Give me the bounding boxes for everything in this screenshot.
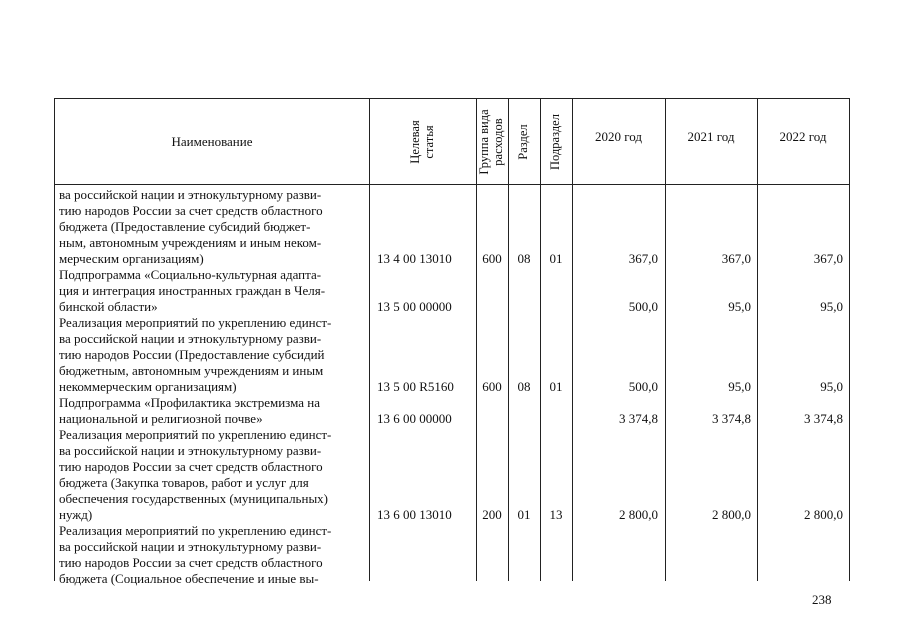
column-divider — [369, 99, 370, 581]
budget-table — [54, 98, 850, 586]
row-value-2022: 95,0 — [820, 379, 843, 394]
row-value-2020: 367,0 — [628, 251, 658, 266]
header-2022: 2022 год — [779, 129, 827, 144]
row-value-2021: 367,0 — [721, 251, 751, 266]
row-value-2021: 95,0 — [728, 379, 751, 394]
row-value-2021: 2 800,0 — [712, 507, 751, 522]
row-section: 01 — [517, 507, 531, 522]
row-name: Реализация мероприятий по укреплению единст- ва российской нации и этнокультурному разви- тию народов России (Предоставление субсидий бюджетным, автономным учреждениям и иным некоммерческим организациям) — [59, 315, 332, 394]
row-section: 08 — [517, 379, 531, 394]
row-value-2022: 95,0 — [820, 299, 843, 314]
row-subsection: 13 — [549, 507, 563, 522]
row-code: 13 5 00 R5160 — [377, 379, 454, 394]
header-divider — [55, 184, 849, 185]
column-divider — [665, 99, 666, 581]
row-value-2020: 3 374,8 — [619, 411, 658, 426]
row-value-2021: 95,0 — [728, 299, 751, 314]
column-divider — [508, 99, 509, 581]
row-name: ва российской нации и этнокультурному разви- тию народов России за счет средств областного бюджета (Предоставление субсидий бюджет- ным, автономным учреждениям и иным неком- мерческим организациям) — [59, 187, 323, 266]
row-section: 08 — [517, 251, 531, 266]
row-value-2022: 2 800,0 — [804, 507, 843, 522]
header-name: Наименование — [171, 134, 253, 149]
row-code: 13 6 00 13010 — [377, 507, 452, 522]
row-group: 200 — [482, 507, 502, 522]
header-expense-group: Группа вида расходов — [477, 109, 505, 175]
row-value-2022: 3 374,8 — [804, 411, 843, 426]
row-code: 13 6 00 00000 — [377, 411, 452, 426]
header-subsection: Подраздел — [548, 114, 562, 170]
row-value-2020: 500,0 — [628, 299, 658, 314]
row-subsection: 01 — [549, 379, 563, 394]
header-target-article: Целевая статья — [408, 120, 436, 164]
row-value-2022: 367,0 — [813, 251, 843, 266]
row-code: 13 5 00 00000 — [377, 299, 452, 314]
row-name: Подпрограмма «Профилактика экстремизма на национальной и религиозной почве» — [59, 395, 320, 426]
row-name: Реализация мероприятий по укреплению единст- ва российской нации и этнокультурному разви- тию народов России за счет средств областного бюджета (Социальное обеспечение и иные вы- — [59, 523, 332, 586]
row-name: Подпрограмма «Социально-культурная адапта- ция и интеграция иностранных граждан в Челя- бинской области» — [59, 267, 326, 314]
header-2020: 2020 год — [595, 129, 642, 144]
column-divider — [757, 99, 758, 581]
row-value-2021: 3 374,8 — [712, 411, 751, 426]
row-code: 13 4 00 13010 — [377, 251, 452, 266]
header-2021: 2021 год — [687, 129, 735, 144]
row-value-2020: 500,0 — [628, 379, 658, 394]
column-divider — [572, 99, 573, 581]
row-group: 600 — [482, 379, 502, 394]
row-subsection: 01 — [549, 251, 563, 266]
row-value-2020: 2 800,0 — [619, 507, 658, 522]
header-section: Раздел — [516, 124, 530, 160]
column-divider — [540, 99, 541, 581]
row-name: Реализация мероприятий по укреплению единст- ва российской нации и этнокультурному разви- тию народов России за счет средств областного бюджета (Закупка товаров, работ и услуг для обеспечения государственных (муниципальных) нужд) — [59, 427, 332, 522]
row-group: 600 — [482, 251, 502, 266]
page-number: 238 — [812, 592, 832, 607]
